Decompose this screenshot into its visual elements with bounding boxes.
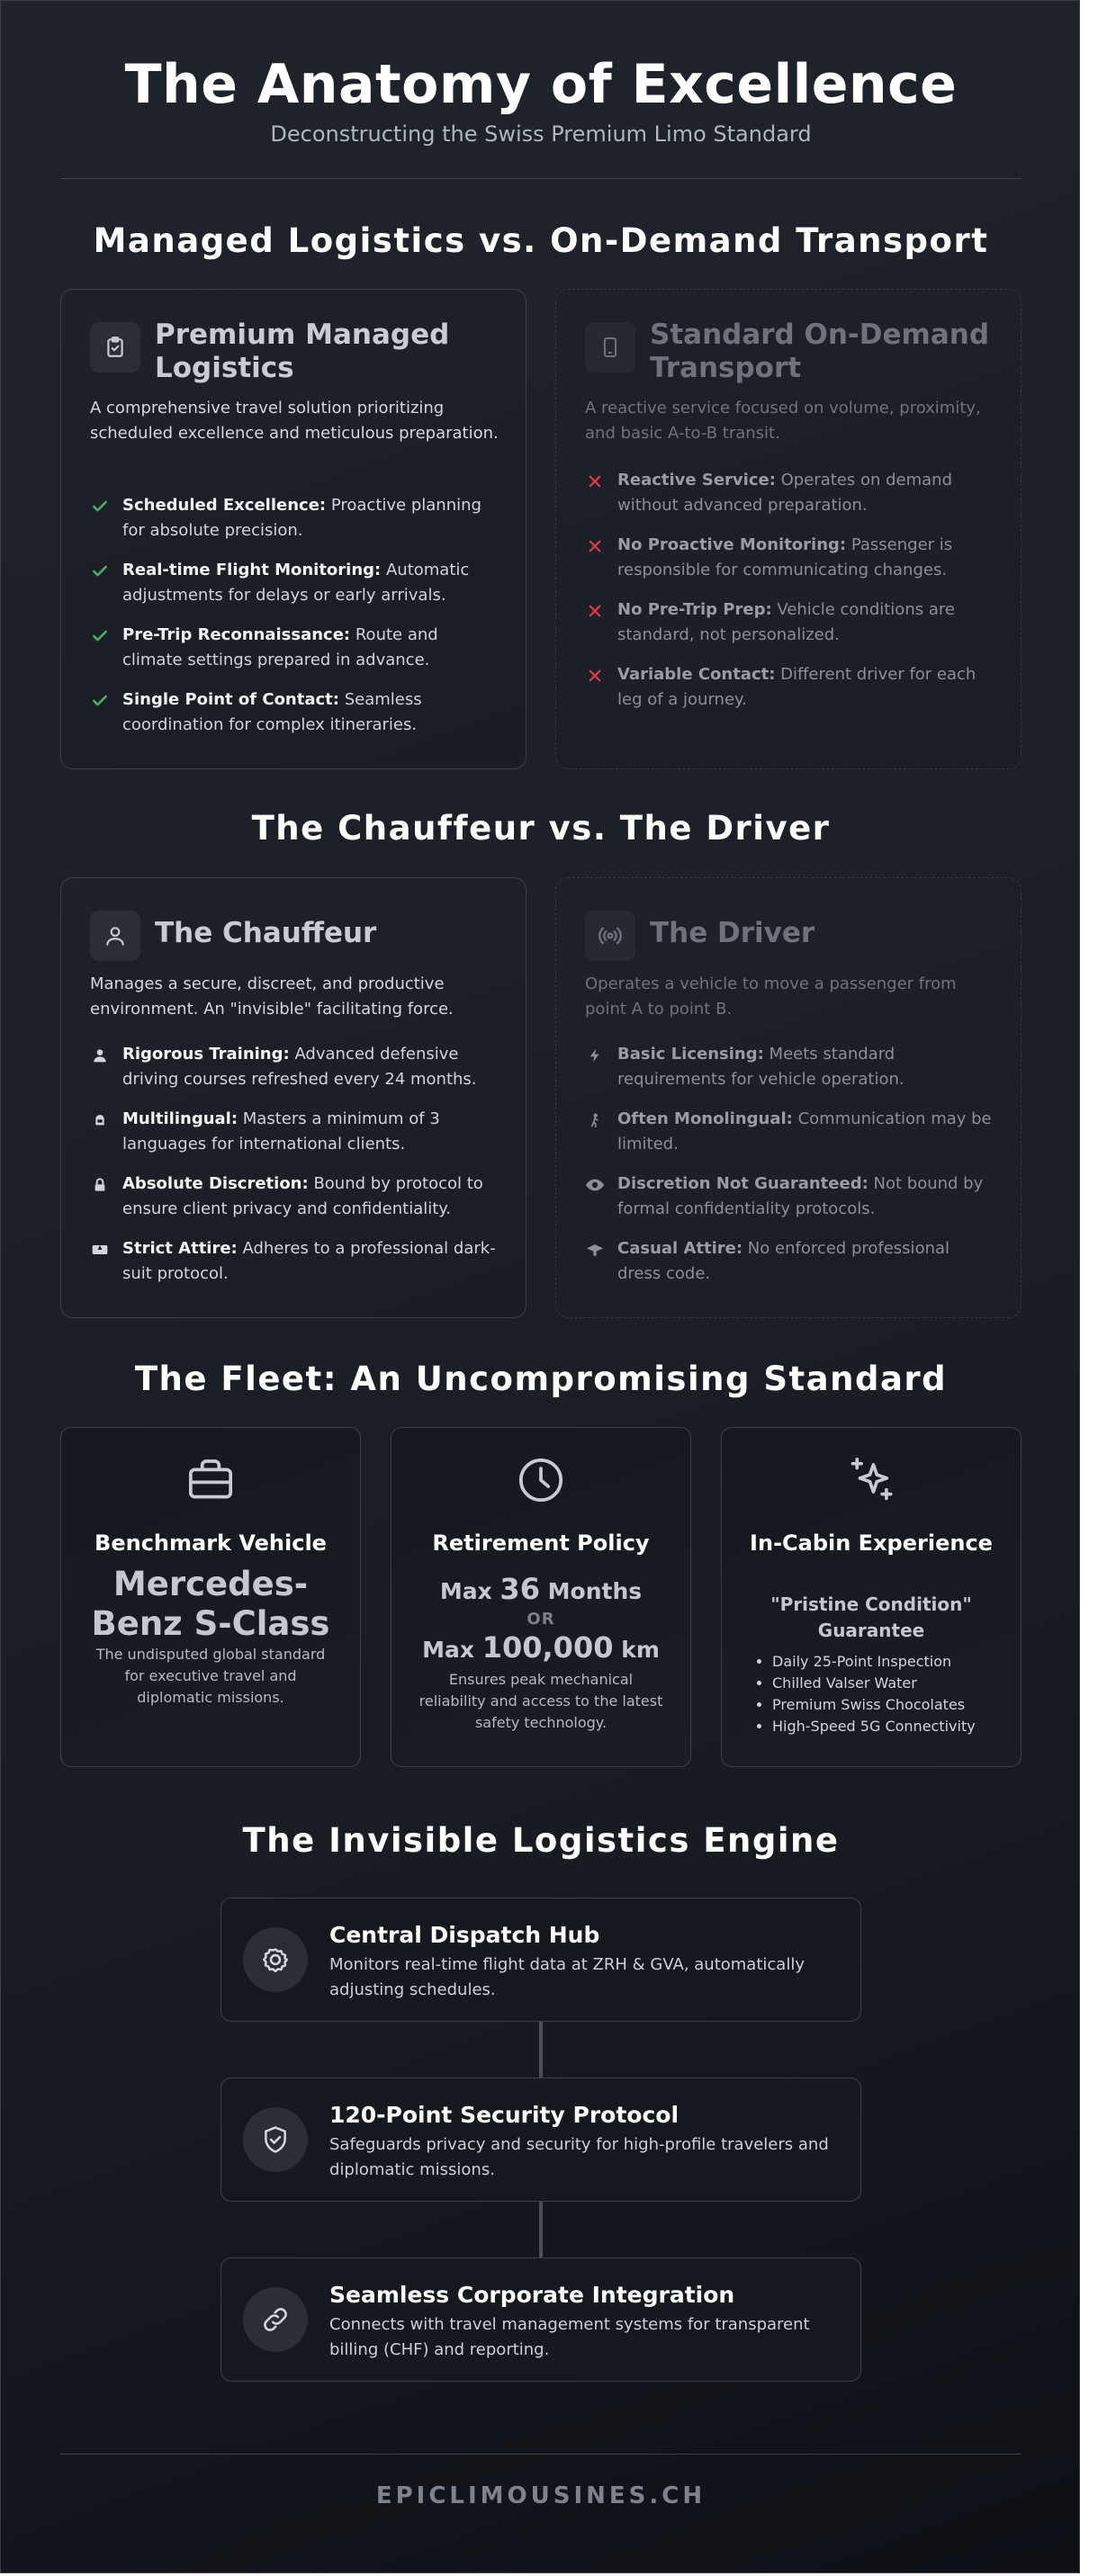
vehicle-model: Mercedes-Benz S-Class — [91, 1565, 330, 1643]
card-description: Manages a secure, discreet, and productive environment. An "invisible" facilitating force. — [90, 974, 454, 1019]
chauffeur-card — [60, 877, 526, 1318]
feature-label: No Pre-Trip Prep: — [617, 600, 772, 619]
card-description: Operates a vehicle to move a passenger from point A to point B. — [585, 974, 957, 1019]
feature-item — [585, 533, 994, 587]
lock-icon — [90, 1175, 110, 1195]
feature-text: Automatic adjustments for delays or early arrivals. — [122, 561, 470, 605]
feature-item — [90, 1171, 499, 1225]
feature-text: Adheres to a professional dark-suit protocol. — [122, 1239, 496, 1283]
feature-label: Often Monolingual: — [617, 1109, 793, 1128]
shield-check-icon — [243, 2107, 308, 2172]
feature-label: Reactive Service: — [617, 471, 776, 489]
chauffeur-heading: The Chauffeur vs. The Driver — [251, 809, 831, 848]
feature-item — [90, 687, 499, 741]
card-title: The Chauffeur — [155, 917, 377, 949]
card-title: The Driver — [650, 917, 815, 949]
feature-text: Seamless coordination for complex itineraries. — [122, 690, 422, 734]
feature-label: Real-time Flight Monitoring: — [122, 561, 382, 579]
feature-item — [585, 1171, 994, 1225]
x-icon — [585, 536, 605, 556]
feature-item — [585, 597, 994, 651]
suit-icon — [90, 1240, 110, 1260]
retirement-policy-card — [391, 1427, 691, 1767]
benchmark-vehicle-card — [60, 1427, 361, 1767]
card-description: A reactive service focused on volume, proximity, and basic A-to-B transit. — [585, 399, 981, 443]
x-icon — [585, 601, 605, 621]
engine-step-title: Seamless Corporate Integration — [329, 2282, 735, 2308]
header-divider — [60, 178, 1022, 179]
language-icon — [90, 1110, 110, 1130]
on-demand-transport-card — [555, 289, 1022, 769]
amenity-list — [772, 1651, 1012, 1737]
link-icon — [243, 2287, 308, 2352]
feature-text: Route and climate settings prepared in advance. — [122, 625, 438, 669]
fleet-card-title: Benchmark Vehicle — [94, 1530, 327, 1556]
cap-icon — [585, 1240, 605, 1260]
fleet-card-title: Retirement Policy — [432, 1530, 650, 1556]
walking-icon — [585, 1110, 605, 1130]
page-title: The Anatomy of Excellence — [124, 53, 958, 116]
list-item: • Chilled Valser Water — [772, 1673, 1012, 1694]
feature-label: Rigorous Training: — [122, 1045, 290, 1064]
feature-item — [585, 468, 994, 522]
feature-text: Bound by protocol to ensure client privacy and confidentiality. — [122, 1174, 483, 1218]
feature-label: Discretion Not Guaranteed: — [617, 1174, 868, 1193]
feature-text: Masters a minimum of 3 languages for international clients. — [122, 1109, 440, 1153]
feature-text: Operates on demand without advanced preparation. — [617, 471, 953, 515]
fleet-card-title: In-Cabin Experience — [750, 1530, 993, 1556]
logistics-heading: Managed Logistics vs. On-Demand Transport — [93, 221, 989, 260]
security-protocol-card — [220, 2078, 861, 2202]
engine-heading: The Invisible Logistics Engine — [242, 1821, 840, 1860]
connector-line — [539, 2202, 543, 2257]
vehicle-description: The undisputed global standard for executive travel and diplomatic missions. — [95, 1646, 326, 1706]
x-icon — [585, 471, 605, 491]
in-cabin-card — [721, 1427, 1022, 1767]
max-distance: Max 100,000 km — [422, 1630, 660, 1665]
footer-divider — [60, 2454, 1022, 2455]
feature-label: Pre-Trip Reconnaissance: — [122, 625, 351, 644]
feature-label: Single Point of Contact: — [122, 690, 339, 709]
page-subtitle: Deconstructing the Swiss Premium Limo Standard — [270, 121, 812, 147]
driver-card — [555, 877, 1022, 1318]
feature-label: Scheduled Excellence: — [122, 496, 327, 515]
feature-item — [90, 1042, 499, 1096]
check-icon — [90, 691, 110, 711]
max-months: Max 36 Months — [439, 1572, 643, 1606]
engine-step-title: Central Dispatch Hub — [329, 1922, 600, 1948]
check-icon — [90, 561, 110, 581]
retirement-description: Ensures peak mechanical reliability and access to the latest safety technology. — [418, 1671, 663, 1731]
feature-label: Absolute Discretion: — [122, 1174, 309, 1193]
briefcase-icon — [61, 1455, 360, 1509]
card-title: Premium Managed Logistics — [155, 319, 450, 384]
feature-item — [90, 1236, 499, 1290]
connector-line — [539, 2022, 543, 2078]
feature-text: No enforced professional dress code. — [617, 1239, 950, 1283]
feature-item — [90, 1107, 499, 1161]
footer-brand[interactable]: EPICLIMOUSINES.CH — [375, 2482, 706, 2509]
cabin-guarantee: "Pristine Condition" Guarantee — [770, 1593, 972, 1641]
engine-step-text: Monitors real-time flight data at ZRH & GVA, automatically adjusting schedules. — [329, 1955, 805, 1999]
feature-item — [90, 623, 499, 677]
list-item: • Premium Swiss Chocolates — [772, 1694, 1012, 1716]
feature-label: No Proactive Monitoring: — [617, 535, 847, 554]
clipboard-check-icon — [90, 322, 140, 372]
feature-text: Advanced defensive driving courses refreshed every 24 months. — [122, 1045, 477, 1089]
eye-icon — [585, 1175, 605, 1195]
engine-step-title: 120-Point Security Protocol — [329, 2102, 680, 2128]
bolt-icon — [585, 1046, 605, 1065]
feature-item — [585, 1042, 994, 1096]
user-icon — [90, 911, 140, 961]
dispatch-hub-card — [220, 1898, 861, 2022]
signal-icon — [585, 911, 635, 961]
feature-text: Meets standard requirements for vehicle operation. — [617, 1045, 904, 1089]
feature-text: Communication may be limited. — [617, 1109, 992, 1153]
engine-step-text: Connects with travel management systems for transparent billing (CHF) and reporting. — [329, 2315, 810, 2359]
feature-item — [90, 558, 499, 612]
managed-logistics-card — [60, 289, 526, 769]
feature-item — [90, 493, 499, 547]
feature-text: Proactive planning for absolute precision. — [122, 496, 482, 540]
card-description: A comprehensive travel solution prioritizing scheduled excellence and meticulous preparation. — [90, 399, 499, 443]
card-title: Standard On-Demand Transport — [650, 319, 990, 384]
list-item: • Daily 25-Point Inspection — [772, 1651, 1012, 1673]
engine-step-text: Safeguards privacy and security for high-profile travelers and diplomatic missions. — [329, 2135, 829, 2179]
person-icon — [90, 1046, 110, 1065]
feature-text: Not bound by formal confidentiality protocols. — [617, 1174, 984, 1218]
gear-icon — [243, 1927, 308, 1992]
check-icon — [90, 497, 110, 516]
x-icon — [585, 666, 605, 686]
check-icon — [90, 626, 110, 646]
feature-label: Basic Licensing: — [617, 1045, 764, 1064]
feature-label: Casual Attire: — [617, 1239, 743, 1258]
fleet-heading: The Fleet: An Uncompromising Standard — [134, 1360, 948, 1398]
feature-item — [585, 662, 994, 716]
feature-text: Passenger is responsible for communicating changes. — [617, 535, 953, 579]
feature-label: Variable Contact: — [617, 665, 776, 684]
clock-icon — [392, 1455, 690, 1509]
feature-label: Multilingual: — [122, 1109, 238, 1128]
feature-item — [585, 1107, 994, 1161]
feature-item — [585, 1236, 994, 1290]
list-item: • High-Speed 5G Connectivity — [772, 1716, 1012, 1737]
smartphone-icon — [585, 322, 635, 372]
feature-text: Vehicle conditions are standard, not personalized. — [617, 600, 955, 644]
feature-label: Strict Attire: — [122, 1239, 238, 1258]
corporate-integration-card — [220, 2257, 861, 2382]
sparkle-icon — [722, 1455, 1021, 1509]
or-separator: OR — [526, 1610, 555, 1629]
feature-text: Different driver for each leg of a journey. — [617, 665, 976, 709]
